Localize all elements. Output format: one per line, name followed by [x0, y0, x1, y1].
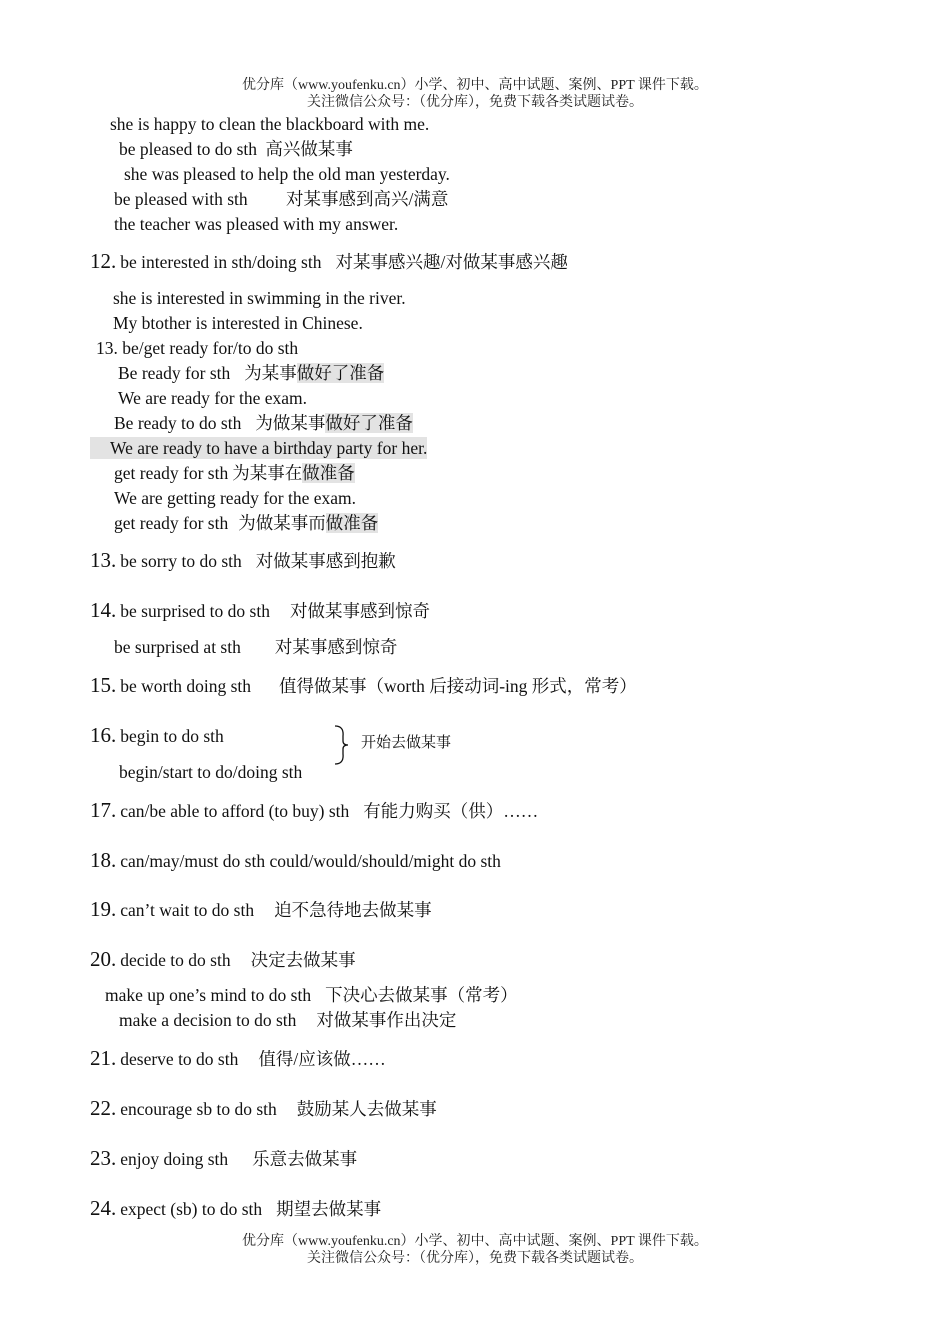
phrase-line: begin/start to do/doing sth — [119, 762, 303, 782]
right-brace-icon — [330, 724, 354, 766]
phrase-en: be surprised at sth — [114, 637, 241, 657]
item-20 — [90, 948, 356, 971]
phrase-en: make a decision to do sth — [119, 1010, 297, 1030]
phrase-cn-highlight: 做准备 — [302, 463, 355, 483]
phrase-en: enjoy doing sth — [120, 1149, 229, 1169]
item-number: 20. — [90, 947, 117, 971]
item-number: 17. — [90, 798, 117, 822]
example-sentence: she is interested in swimming in the river. — [113, 288, 406, 308]
item-13 — [90, 549, 396, 572]
phrase-en: can/be able to afford (to buy) sth — [120, 801, 350, 821]
item-18 — [90, 849, 501, 872]
example-sentence: My btother is interested in Chinese. — [113, 313, 363, 333]
example-sentence: she is happy to clean the blackboard with me. — [110, 114, 430, 134]
phrase-en: deserve to do sth — [120, 1049, 239, 1069]
example-sentence: We are ready for the exam. — [118, 388, 308, 408]
item-16 — [90, 724, 224, 747]
phrase-line — [114, 188, 448, 210]
phrase-en: Be ready for sth — [118, 363, 231, 383]
item-number: 14. — [90, 598, 117, 622]
phrase-cn: 为某事 — [244, 363, 297, 383]
phrase-line — [119, 138, 353, 160]
phrase-en: make up one’s mind to do sth — [105, 985, 312, 1005]
phrase-cn: 对某事感到惊奇 — [274, 637, 398, 657]
header-line-2: 关注微信公众号：（优分库），免费下载各类试题试卷。 — [307, 95, 643, 110]
footer-line-1: 优分库（www.youfenku.cn）小学、初中、高中试题、案例、PPT 课件下载。 — [242, 1234, 708, 1249]
phrase-cn: 对某事感到高兴/满意 — [286, 189, 449, 209]
phrase-line — [119, 1009, 456, 1031]
phrase-cn: 鼓励某人去做某事 — [296, 1099, 437, 1119]
item-24 — [90, 1197, 381, 1220]
item-number: 15. — [90, 673, 117, 697]
phrase-en: can/may/must do sth could/would/should/might do sth — [120, 851, 501, 871]
phrase-cn: 有能力购买（供）…… — [363, 801, 539, 821]
example-sentence: the teacher was pleased with my answer. — [114, 214, 399, 234]
phrase-cn: 高兴做某事 — [265, 139, 353, 159]
item-number: 13. — [90, 548, 117, 572]
phrase-cn: 为做某事而 — [238, 513, 326, 533]
item-23 — [90, 1147, 357, 1170]
item-number: 18. — [90, 848, 117, 872]
phrase-en: encourage sb to do sth — [120, 1099, 277, 1119]
item-number: 19. — [90, 897, 117, 921]
phrase-en: be pleased to do sth — [119, 139, 258, 159]
phrase-en: get ready for sth — [114, 513, 229, 533]
phrase-cn: 下决心去做某事（常考） — [325, 985, 518, 1005]
header-line-1: 优分库（www.youfenku.cn）小学、初中、高中试题、案例、PPT 课件下载。 — [242, 78, 708, 93]
brace-note: 开始去做某事 — [361, 735, 452, 751]
page-footer — [0, 1233, 950, 1267]
phrase-cn: 迫不急待地去做某事 — [274, 900, 432, 920]
item-22 — [90, 1097, 437, 1120]
item-21 — [90, 1047, 386, 1070]
phrase-cn: 值得做某事（worth 后接动词-ing 形式，常考） — [279, 676, 637, 696]
phrase-en: decide to do sth — [120, 950, 231, 970]
phrase-cn: 决定去做某事 — [250, 950, 356, 970]
phrase-cn-highlight: 做准备 — [325, 513, 379, 533]
item-number: 22. — [90, 1096, 117, 1120]
item-14 — [90, 599, 430, 622]
item-number: 23. — [90, 1146, 117, 1170]
phrase-en: can’t wait to do sth — [120, 900, 255, 920]
phrase-cn: 期望去做某事 — [276, 1199, 382, 1219]
phrase-cn: 为做某事 — [255, 413, 326, 433]
phrase-cn: 对做某事感到惊奇 — [289, 601, 430, 621]
item-number: 24. — [90, 1196, 117, 1220]
phrase-line — [118, 362, 384, 384]
phrase-cn: 对做某事感到抱歉 — [255, 551, 396, 571]
item-number: 16. — [90, 723, 117, 747]
phrase-line — [114, 412, 413, 434]
item-15 — [90, 674, 637, 697]
example-sentence: We are getting ready for the exam. — [114, 488, 357, 508]
item-17 — [90, 799, 538, 822]
item-12 — [90, 250, 568, 273]
phrase-en: be pleased with sth — [114, 189, 248, 209]
item-19 — [90, 898, 432, 921]
phrase-en: get ready for sth — [114, 463, 229, 483]
phrase-line — [105, 984, 518, 1006]
phrase-cn: 值得/应该做…… — [258, 1049, 386, 1069]
phrase-en: Be ready to do sth — [114, 413, 242, 433]
phrase-en: be worth doing sth — [120, 676, 252, 696]
phrase-en: be interested in sth/doing sth — [120, 252, 322, 272]
phrase-cn: 为某事在 — [232, 463, 303, 483]
phrase-en: be surprised to do sth — [120, 601, 270, 621]
item-number: 12. — [90, 249, 117, 273]
phrase-line — [114, 462, 355, 484]
phrase-cn: 对某事感兴趣/对做某事感兴趣 — [335, 252, 568, 272]
item-number: 21. — [90, 1046, 117, 1070]
phrase-cn: 乐意去做某事 — [252, 1149, 358, 1169]
phrase-cn-highlight: 做好了准备 — [325, 413, 413, 433]
phrase-en: begin to do sth — [120, 726, 224, 746]
phrase-line — [114, 636, 397, 658]
phrase-line — [114, 512, 378, 534]
example-sentence-highlight: We are ready to have a birthday party for her. — [90, 437, 427, 459]
item-13-heading: 13. be/get ready for/to do sth — [96, 338, 299, 358]
phrase-en: be sorry to do sth — [120, 551, 242, 571]
phrase-en: expect (sb) to do sth — [120, 1199, 263, 1219]
phrase-cn: 对做某事作出决定 — [316, 1010, 457, 1030]
footer-line-2: 关注微信公众号：（优分库），免费下载各类试题试卷。 — [307, 1251, 643, 1266]
page-header — [0, 77, 950, 111]
example-sentence: she was pleased to help the old man yesterday. — [124, 164, 450, 184]
phrase-cn-highlight: 做好了准备 — [296, 363, 385, 383]
